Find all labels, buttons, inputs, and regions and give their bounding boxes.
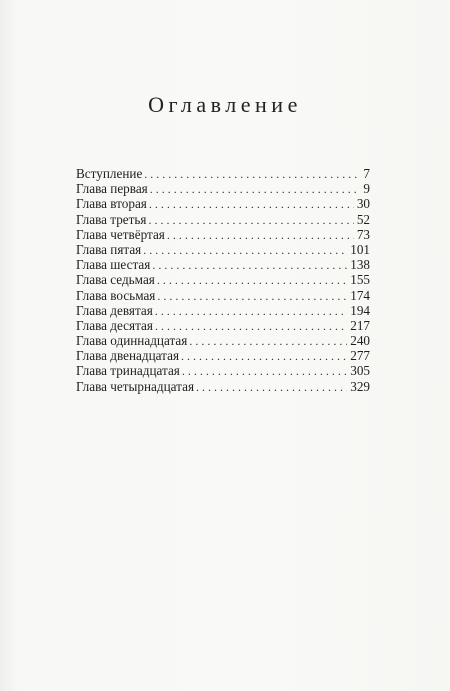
toc-entry	[76, 318, 370, 333]
dot-leader	[157, 273, 347, 288]
toc-entry-page: 329	[350, 378, 370, 394]
toc-entry-page: 73	[356, 226, 370, 242]
dot-leader	[143, 243, 347, 258]
table-of-contents	[76, 166, 370, 394]
toc-entry	[76, 242, 370, 257]
dot-leader	[144, 167, 360, 182]
toc-entry-title: Глава четвёртая	[76, 226, 165, 242]
dot-leader	[167, 228, 354, 243]
toc-entry-page: 305	[350, 363, 370, 379]
dot-leader	[155, 304, 347, 319]
dot-leader	[189, 334, 347, 349]
toc-entry	[76, 303, 370, 318]
toc-entry-title: Глава вторая	[76, 196, 147, 212]
toc-entry-page: 138	[350, 257, 370, 273]
toc-entry-title: Глава девятая	[76, 302, 153, 318]
toc-entry-page: 7	[363, 166, 370, 181]
toc-entry	[76, 257, 370, 272]
toc-entry	[76, 227, 370, 242]
toc-entry-title: Глава тринадцатая	[76, 363, 180, 379]
toc-entry-page: 52	[356, 211, 370, 227]
dot-leader	[182, 364, 347, 379]
toc-entry	[76, 348, 370, 363]
toc-entry	[76, 196, 370, 211]
toc-entry-title: Глава одиннадцатая	[76, 333, 188, 349]
toc-entry-page: 9	[363, 181, 370, 197]
dot-leader	[149, 197, 354, 212]
toc-entry-page: 30	[356, 196, 370, 212]
toc-entry-title: Глава третья	[76, 211, 147, 227]
dot-leader	[196, 380, 347, 395]
toc-entry-page: 155	[350, 272, 370, 288]
toc-entry-title: Глава восьмая	[76, 287, 156, 303]
toc-entry-page: 277	[350, 348, 370, 364]
toc-entry-page: 194	[350, 302, 370, 318]
toc-entry-title: Глава двенадцатая	[76, 348, 180, 364]
toc-entry-title: Глава четырнадцатая	[76, 378, 195, 394]
toc-entry	[76, 272, 370, 287]
toc-entry	[76, 379, 370, 394]
dot-leader	[150, 182, 361, 197]
dot-leader	[157, 289, 347, 304]
toc-entry-page: 240	[350, 333, 370, 349]
toc-entry-page: 174	[350, 287, 370, 303]
toc-entry-title: Глава шестая	[76, 257, 151, 273]
toc-entry-title: Глава седьмая	[76, 272, 155, 288]
toc-entry-title: Глава десятая	[76, 317, 153, 333]
dot-leader	[181, 349, 347, 364]
toc-entry	[76, 363, 370, 378]
dot-leader	[152, 258, 347, 273]
toc-entry-title: Глава пятая	[76, 241, 142, 257]
toc-entry	[76, 181, 370, 196]
toc-entry-page: 101	[350, 241, 370, 257]
toc-entry	[76, 333, 370, 348]
toc-entry-title: Глава первая	[76, 181, 148, 197]
dot-leader	[148, 213, 353, 228]
page-title: Оглавление	[148, 92, 302, 117]
toc-entry	[76, 212, 370, 227]
dot-leader	[155, 319, 347, 334]
toc-entry	[76, 166, 370, 181]
toc-entry-title: Вступление	[76, 166, 143, 181]
toc-entry-page: 217	[350, 317, 370, 333]
toc-entry	[76, 288, 370, 303]
